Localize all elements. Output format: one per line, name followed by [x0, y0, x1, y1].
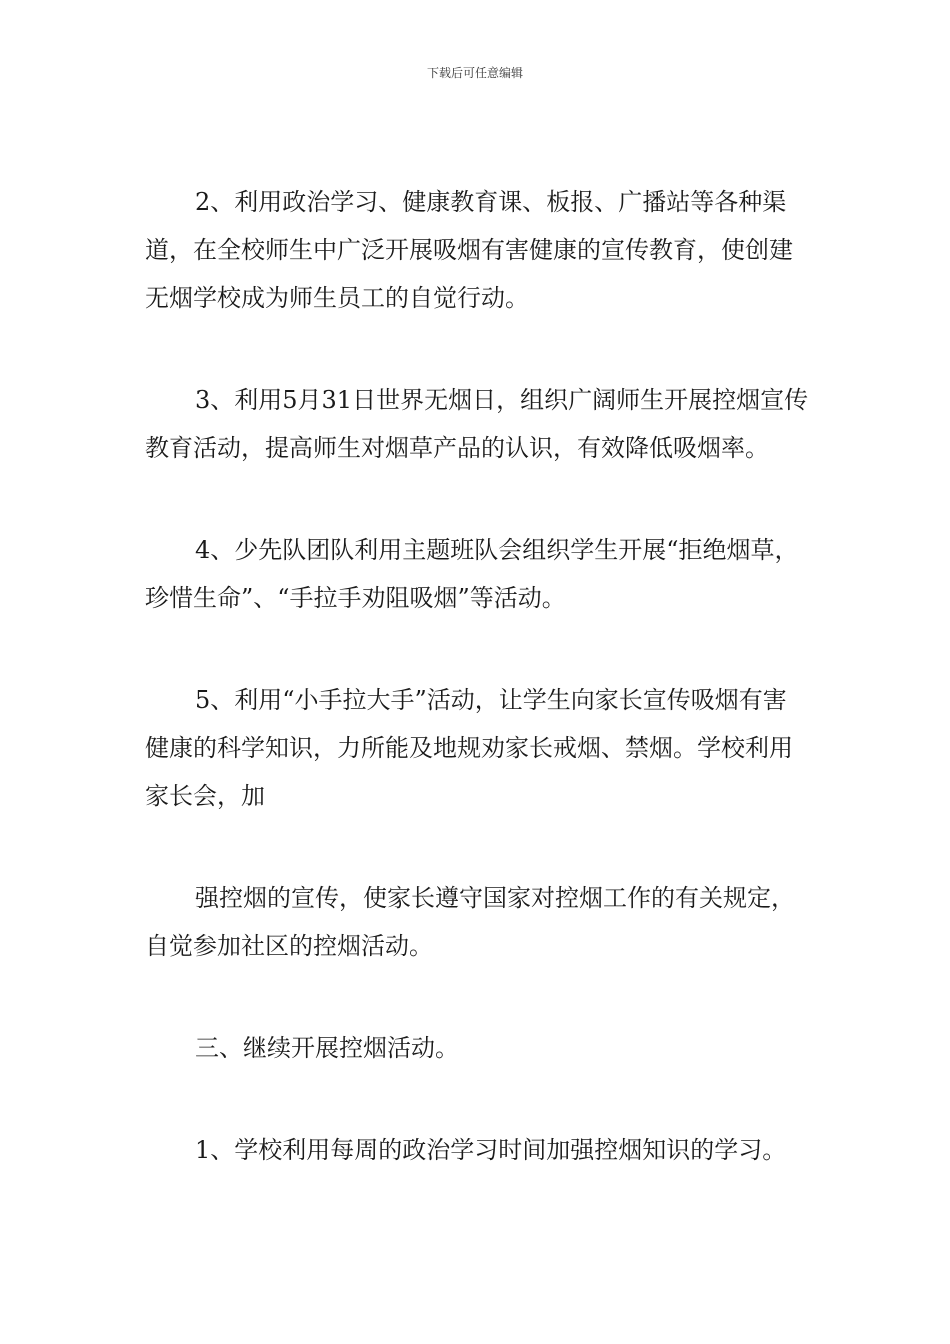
paragraph-item-1: [145, 1126, 810, 1174]
paragraph-text: 5、利用“小手拉大手”活动，让学生向家长宣传吸烟有害健康的科学知识，力所能及地规劝家长戒烟、禁烟。学校利用家长会，加: [145, 686, 793, 810]
paragraph-text: 4、少先队团队利用主题班队会组织学生开展“拒绝烟草，珍惜生命”、“手拉手劝阻吸烟”等活动。: [145, 536, 799, 612]
paragraph-item-4: [145, 526, 810, 622]
paragraph-item-2: [145, 178, 810, 322]
page-header: 下载后可任意编辑: [426, 66, 523, 80]
paragraph-item-3: [145, 376, 810, 472]
section-heading-text: 三、继续开展控烟活动。: [195, 1034, 459, 1062]
paragraph-text: 强控烟的宣传，使家长遵守国家对控烟工作的有关规定，自觉参加社区的控烟活动。: [145, 884, 795, 960]
paragraph-text: 3、利用5月31日世界无烟日，组织广阔师生开展控烟宣传教育活动，提高师生对烟草产品的认识，有效降低吸烟率。: [145, 386, 809, 462]
document-body: [145, 178, 810, 1174]
paragraph-item-5: [145, 676, 810, 820]
paragraph-text: 2、利用政治学习、健康教育课、板报、广播站等各种渠道，在全校师生中广泛开展吸烟有害健康的宣传教育，使创建无烟学校成为师生员工的自觉行动。: [145, 188, 793, 312]
paragraph-text: 1、学校利用每周的政治学习时间加强控烟知识的学习。: [195, 1136, 787, 1164]
paragraph-continued: [145, 874, 810, 970]
section-heading-3: [145, 1024, 810, 1072]
